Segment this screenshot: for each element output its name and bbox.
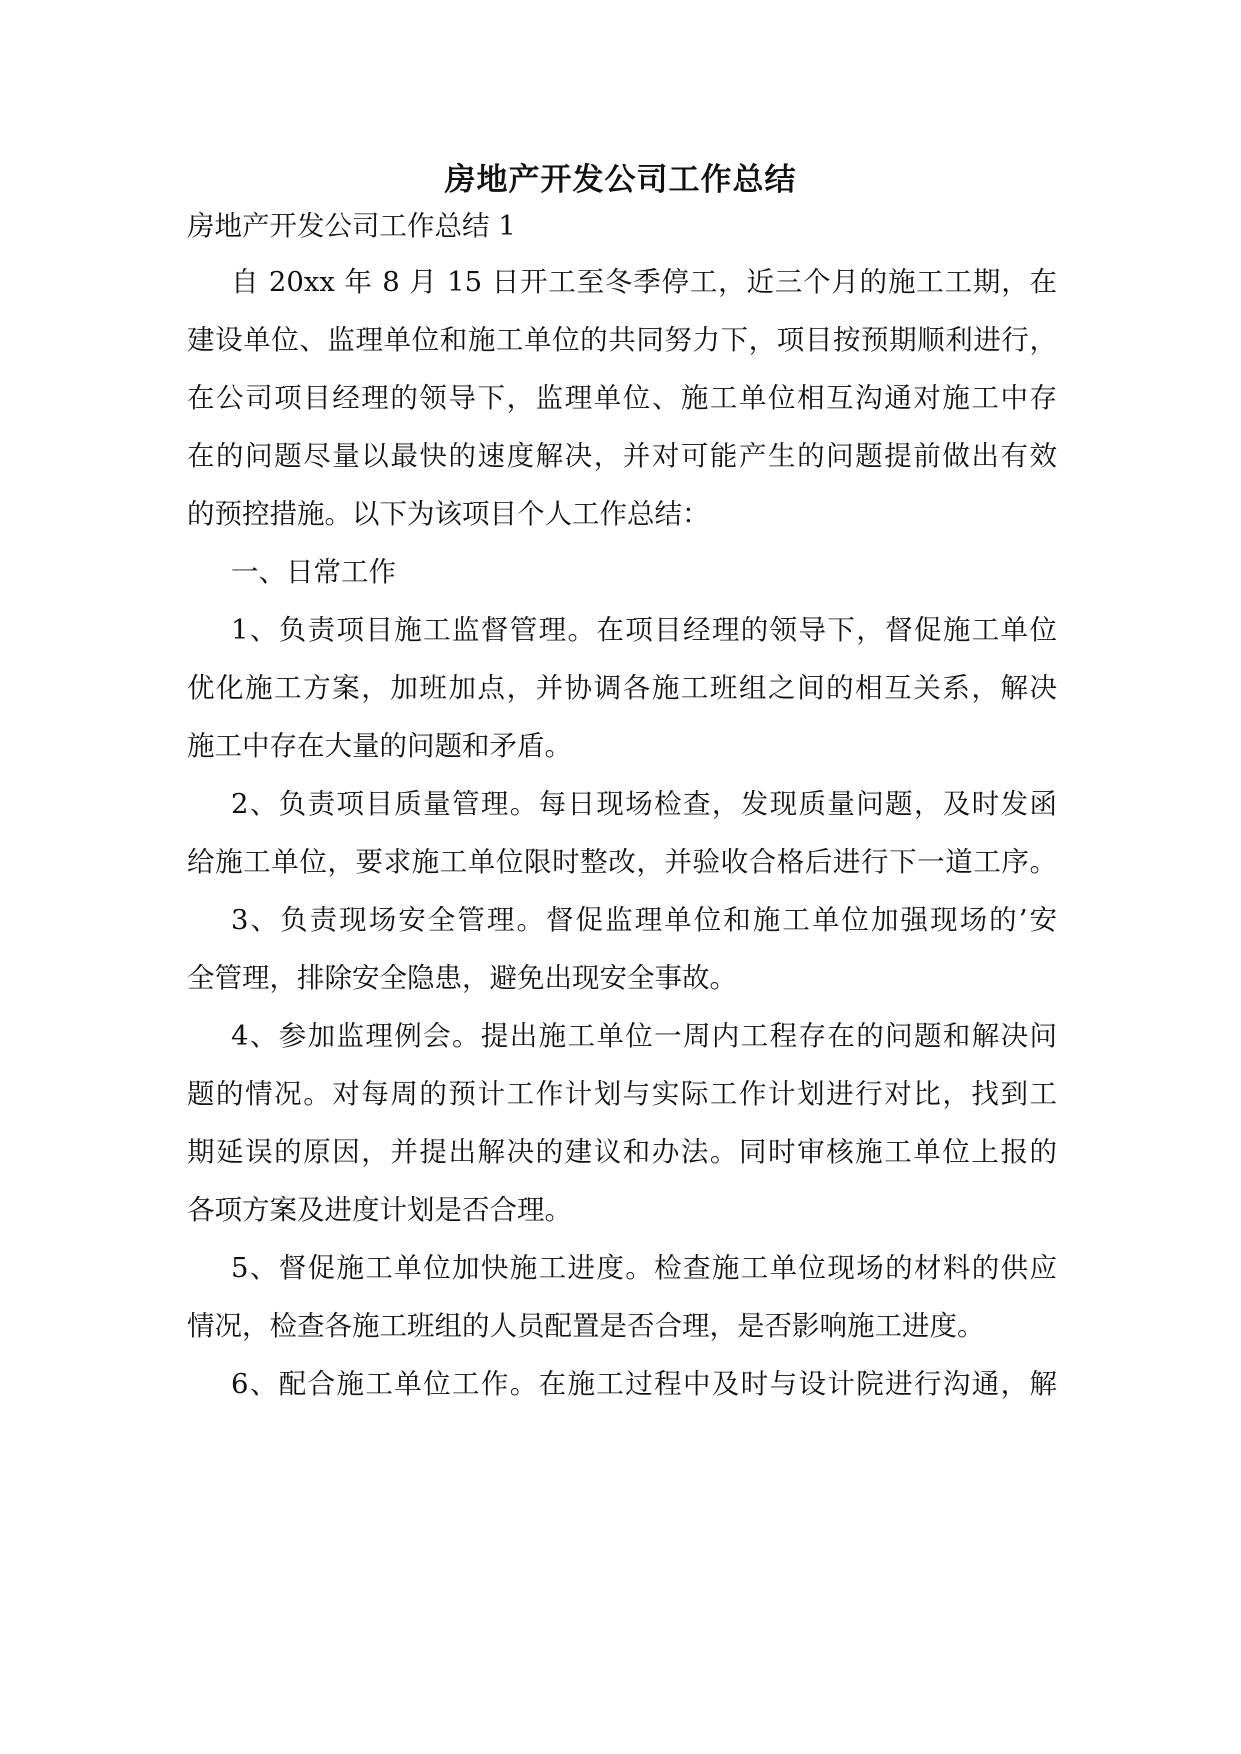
paragraph-line: 建设单位、监理单位和施工单位的共同努力下，项目按预期顺利进行， [187, 324, 1057, 356]
list-item-line: 全管理，排除安全隐患，避免出现安全事故。 [187, 962, 737, 994]
list-item-line: 期延误的原因，并提出解决的建议和办法。同时审核施工单位上报的 [187, 1136, 1057, 1168]
list-item-line: 各项方案及进度计划是否合理。 [187, 1194, 572, 1226]
document-title: 房地产开发公司工作总结 [444, 162, 797, 198]
list-item-line: 优化施工方案，加班加点，并协调各施工班组之间的相互关系，解决 [187, 672, 1057, 704]
list-item-line: 情况，检查各施工班组的人员配置是否合理，是否影响施工进度。 [187, 1310, 985, 1342]
paragraph-line: 的预控措施。以下为该项目个人工作总结： [187, 498, 710, 530]
paragraph-line: 在公司项目经理的领导下，监理单位、施工单位相互沟通对施工中存 [187, 382, 1057, 414]
list-item-line: 4、参加监理例会。提出施工单位一周内工程存在的问题和解决问 [231, 1020, 1057, 1052]
list-item-line: 给施工单位，要求施工单位限时整改，并验收合格后进行下一道工序。 [187, 846, 1057, 878]
list-item-line: 3、负责现场安全管理。督促监理单位和施工单位加强现场的’安 [231, 904, 1057, 936]
paragraph-line: 自 20xx 年 8 月 15 日开工至冬季停工，近三个月的施工工期，在 [231, 266, 1057, 298]
section-heading: 房地产开发公司工作总结 1 [187, 210, 516, 242]
list-item-line: 5、督促施工单位加快施工进度。检查施工单位现场的材料的供应 [231, 1252, 1057, 1284]
list-item-line: 施工中存在大量的问题和矛盾。 [187, 730, 572, 762]
list-item-line: 1、负责项目施工监督管理。在项目经理的领导下，督促施工单位 [231, 614, 1057, 646]
list-item-line: 2、负责项目质量管理。每日现场检查，发现质量问题，及时发函 [231, 788, 1057, 820]
list-item-line: 6、配合施工单位工作。在施工过程中及时与设计院进行沟通，解 [231, 1368, 1057, 1400]
list-item-line: 题的情况。对每周的预计工作计划与实际工作计划进行对比，找到工 [187, 1078, 1057, 1110]
subsection-heading: 一、日常工作 [231, 556, 396, 588]
paragraph-line: 在的问题尽量以最快的速度解决，并对可能产生的问题提前做出有效 [187, 440, 1057, 472]
